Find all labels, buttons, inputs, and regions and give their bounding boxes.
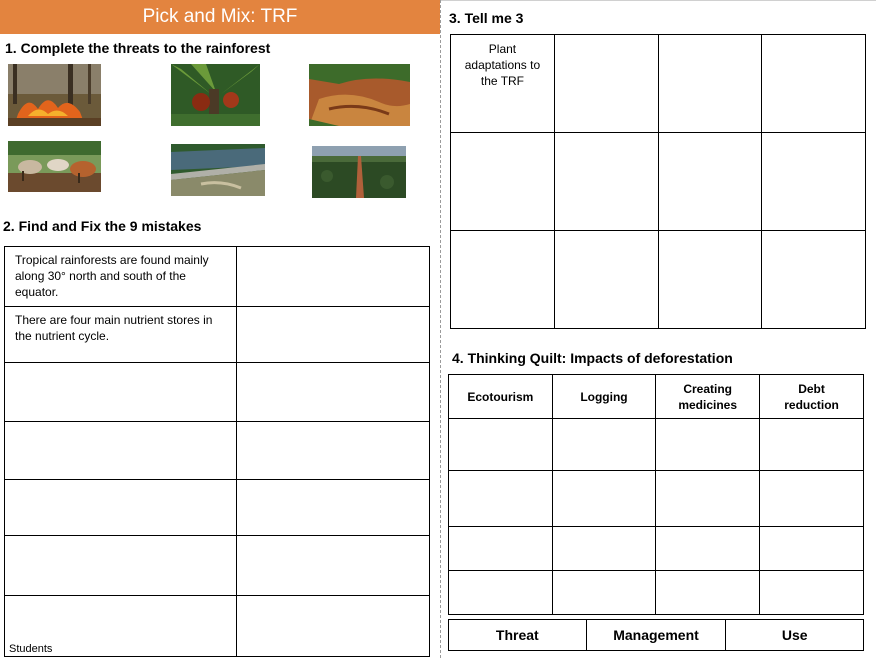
quilt-cell[interactable] <box>760 471 864 527</box>
quilt-header-debt-reduction: Debt reduction <box>760 375 864 419</box>
quilt-cell[interactable] <box>760 419 864 471</box>
grid-cell[interactable] <box>658 133 762 231</box>
grid-cell[interactable] <box>762 35 866 133</box>
quilt-cell[interactable] <box>656 419 760 471</box>
mistake-statement-cell[interactable] <box>5 422 237 480</box>
thinking-quilt-table <box>448 374 864 615</box>
forest-road-photo <box>312 146 406 198</box>
table-row <box>5 422 430 480</box>
mistake-fix-text <box>237 536 429 541</box>
mistake-fix-cell[interactable] <box>236 422 429 480</box>
cattle-ranching-photo <box>8 141 101 192</box>
mistake-fix-cell[interactable] <box>236 307 429 363</box>
key-row <box>449 620 864 651</box>
mistake-fix-cell[interactable] <box>236 247 429 307</box>
quilt-cell[interactable] <box>552 527 656 571</box>
key-table <box>448 619 864 651</box>
mistake-statement-cell[interactable] <box>5 363 237 422</box>
section3-heading: 3. Tell me 3 <box>449 10 524 26</box>
mistakes-table <box>4 246 430 657</box>
table-row <box>451 231 866 329</box>
table-row <box>5 307 430 363</box>
quilt-cell[interactable] <box>552 471 656 527</box>
table-row <box>5 596 430 657</box>
worksheet-title-banner: Pick and Mix: TRF <box>0 0 440 34</box>
table-row <box>5 536 430 596</box>
key-management: Management <box>586 620 726 651</box>
table-row <box>451 133 866 231</box>
table-row <box>449 527 864 571</box>
table-row <box>449 419 864 471</box>
mistake-statement-text <box>5 596 236 601</box>
mistake-statement-text: There are four main nutrient stores in the nutrient cycle. <box>15 313 213 343</box>
key-use: Use <box>726 620 864 651</box>
table-row <box>451 35 866 133</box>
mistake-fix-cell[interactable] <box>236 363 429 422</box>
mistake-fix-cell[interactable] <box>236 596 429 657</box>
grid-cell[interactable] <box>554 133 658 231</box>
column-divider <box>440 0 441 658</box>
dam-reservoir-photo <box>171 144 265 196</box>
forest-fire-photo <box>8 64 101 126</box>
quilt-cell[interactable] <box>656 571 760 615</box>
quilt-cell[interactable] <box>449 527 553 571</box>
grid-label-cell <box>451 35 555 133</box>
grid-cell[interactable] <box>554 231 658 329</box>
palm-oil-fruit-photo <box>171 64 260 126</box>
grid-cell[interactable] <box>762 231 866 329</box>
plant-adaptations-label: Plant adaptations to the TRF <box>464 42 541 88</box>
mistake-statement-text <box>5 422 236 427</box>
table-row <box>5 480 430 536</box>
mistake-fix-text <box>237 307 429 312</box>
quilt-cell[interactable] <box>656 527 760 571</box>
table-row <box>449 571 864 615</box>
section1-heading: 1. Complete the threats to the rainforest <box>5 40 271 56</box>
key-threat: Threat <box>449 620 587 651</box>
grid-cell[interactable] <box>554 35 658 133</box>
section4-heading: 4. Thinking Quilt: Impacts of deforestation <box>452 350 733 366</box>
quilt-cell[interactable] <box>552 571 656 615</box>
mistake-statement-text: Tropical rainforests are found mainly along 30° north and south of the equator. <box>15 253 209 299</box>
mistake-statement-cell <box>5 307 237 363</box>
quilt-cell[interactable] <box>552 419 656 471</box>
table-row <box>5 363 430 422</box>
mistake-fix-cell[interactable] <box>236 536 429 596</box>
mistake-fix-text <box>237 480 429 485</box>
mistake-fix-text <box>237 247 429 252</box>
quilt-cell[interactable] <box>449 419 553 471</box>
mistake-fix-text <box>237 596 429 601</box>
grid-cell[interactable] <box>451 133 555 231</box>
quilt-header-logging: Logging <box>552 375 656 419</box>
mistake-statement-cell[interactable] <box>5 480 237 536</box>
mistake-statement-cell <box>5 247 237 307</box>
table-row <box>449 471 864 527</box>
mistake-statement-text <box>5 480 236 485</box>
quilt-cell[interactable] <box>449 571 553 615</box>
grid-cell[interactable] <box>658 231 762 329</box>
table-row <box>5 247 430 307</box>
quilt-cell[interactable] <box>760 527 864 571</box>
grid-cell[interactable] <box>762 133 866 231</box>
mistake-statement-text <box>5 363 236 368</box>
section2-heading: 2. Find and Fix the 9 mistakes <box>3 218 202 234</box>
mining-pit-photo <box>309 64 410 126</box>
quilt-header-ecotourism: Ecotourism <box>449 375 553 419</box>
quilt-header-row <box>449 375 864 419</box>
top-rule <box>441 0 876 1</box>
mistake-statement-text <box>5 536 236 541</box>
grid-cell[interactable] <box>658 35 762 133</box>
quilt-cell[interactable] <box>760 571 864 615</box>
quilt-cell[interactable] <box>656 471 760 527</box>
mistake-fix-text <box>237 422 429 427</box>
mistake-fix-cell[interactable] <box>236 480 429 536</box>
grid-cell[interactable] <box>451 231 555 329</box>
quilt-cell[interactable] <box>449 471 553 527</box>
footer-label: Students <box>9 643 53 655</box>
tell-me-3-grid <box>450 34 866 329</box>
quilt-header-creating-medicines: Creating medicines <box>656 375 760 419</box>
mistake-fix-text <box>237 363 429 368</box>
mistake-statement-cell[interactable] <box>5 536 237 596</box>
